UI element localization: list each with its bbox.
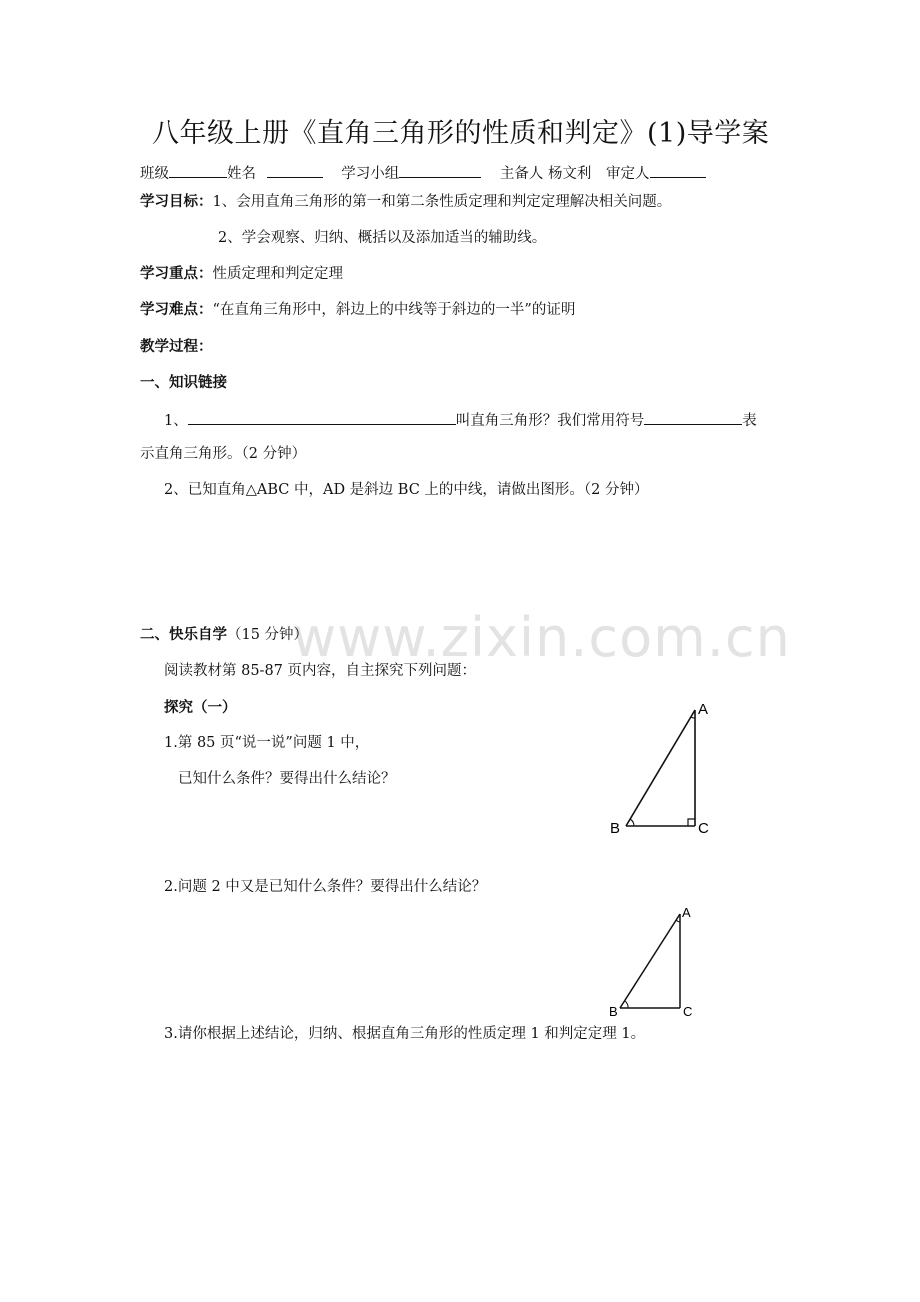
preparer-label: 主备人 — [499, 166, 544, 182]
triangle-figure-1 — [600, 690, 730, 840]
vertex-label-a-2: A — [682, 905, 691, 920]
key-points-text: 性质定理和判定定理 — [212, 266, 343, 282]
key-points-label: 学习重点： — [140, 265, 213, 282]
class-label: 班级 — [140, 166, 169, 182]
triangle-2-shape — [620, 914, 680, 1008]
vertex-label-c: C — [698, 820, 709, 837]
section2-heading — [140, 626, 308, 644]
question-2: 2、已知直角△ABC 中，AD 是斜边 BC 上的中线，请做出图形。（2 分钟） — [164, 482, 649, 498]
name-blank[interactable] — [267, 163, 323, 178]
vertex-label-b: B — [610, 820, 621, 837]
difficulty-text: “在直角三角形中，斜边上的中线等于斜边的一半”的证明 — [212, 302, 576, 318]
process-label: 教学过程： — [140, 338, 213, 355]
symbol-blank[interactable] — [644, 410, 742, 425]
class-blank[interactable] — [169, 163, 227, 178]
name-label: 姓名 — [227, 166, 256, 182]
objective-item-2: 2、学会观察、归纳、概括以及添加适当的辅助线。 — [218, 230, 547, 246]
reviewer-label: 审定人 — [606, 166, 650, 182]
key-points — [140, 265, 343, 283]
group-label: 学习小组 — [341, 166, 400, 182]
group-blank[interactable] — [399, 163, 481, 178]
problem-2: 2.问题 2 中又是已知什么条件？要得出什么结论？ — [164, 879, 487, 895]
angle-b-arc — [630, 819, 634, 826]
objectives-line1 — [140, 193, 671, 211]
problem-1-line2: 已知什么条件？要得出什么结论？ — [178, 771, 396, 787]
definition-blank[interactable] — [188, 410, 456, 425]
triangle-figure-2 — [600, 900, 720, 1025]
vertex-label-b-2: B — [609, 1004, 618, 1019]
page-title: 八年级上册《直角三角形的性质和判定》(1)导学案 — [152, 118, 770, 149]
question-1-line1 — [164, 410, 757, 430]
difficulty — [140, 301, 575, 319]
right-angle-mark — [688, 819, 695, 826]
reviewer-blank[interactable] — [650, 163, 706, 178]
explore-label: 探究（一） — [164, 699, 237, 716]
problem-3: 3.请你根据上述结论，归纳、根据直角三角形的性质定理 1 和判定定理 1。 — [164, 1026, 646, 1042]
vertex-label-a: A — [698, 701, 709, 718]
section1-heading: 一、知识链接 — [140, 374, 227, 391]
header-fields — [140, 163, 706, 183]
question-1-line2: 示直角三角形。（2 分钟） — [140, 446, 307, 462]
difficulty-label: 学习难点： — [140, 301, 213, 318]
vertex-label-c-2: C — [683, 1004, 693, 1019]
section2-title: 二、快乐自学 — [140, 626, 227, 643]
section2-intro: 阅读教材第 85-87 页内容，自主探究下列问题： — [164, 663, 477, 679]
objective-item-1: 1、会用直角三角形的第一和第二条性质定理和判定定理解决相关问题。 — [212, 194, 672, 210]
watermark: www.zixin.com.cn — [292, 606, 791, 669]
triangle-1-shape — [626, 710, 695, 826]
problem-1-line1: 1.第 85 页“说一说”问题 1 中， — [164, 735, 370, 751]
question-1-suffix: 表 — [742, 413, 757, 429]
angle-b-arc-2 — [625, 1001, 628, 1008]
question-1-number: 1、 — [164, 413, 188, 429]
section2-time: （15 分钟） — [227, 627, 309, 643]
objectives-label: 学习目标： — [140, 193, 213, 210]
preparer-name: 杨文利 — [547, 166, 592, 182]
question-1-middle: 叫直角三角形？我们常用符号 — [455, 413, 645, 429]
